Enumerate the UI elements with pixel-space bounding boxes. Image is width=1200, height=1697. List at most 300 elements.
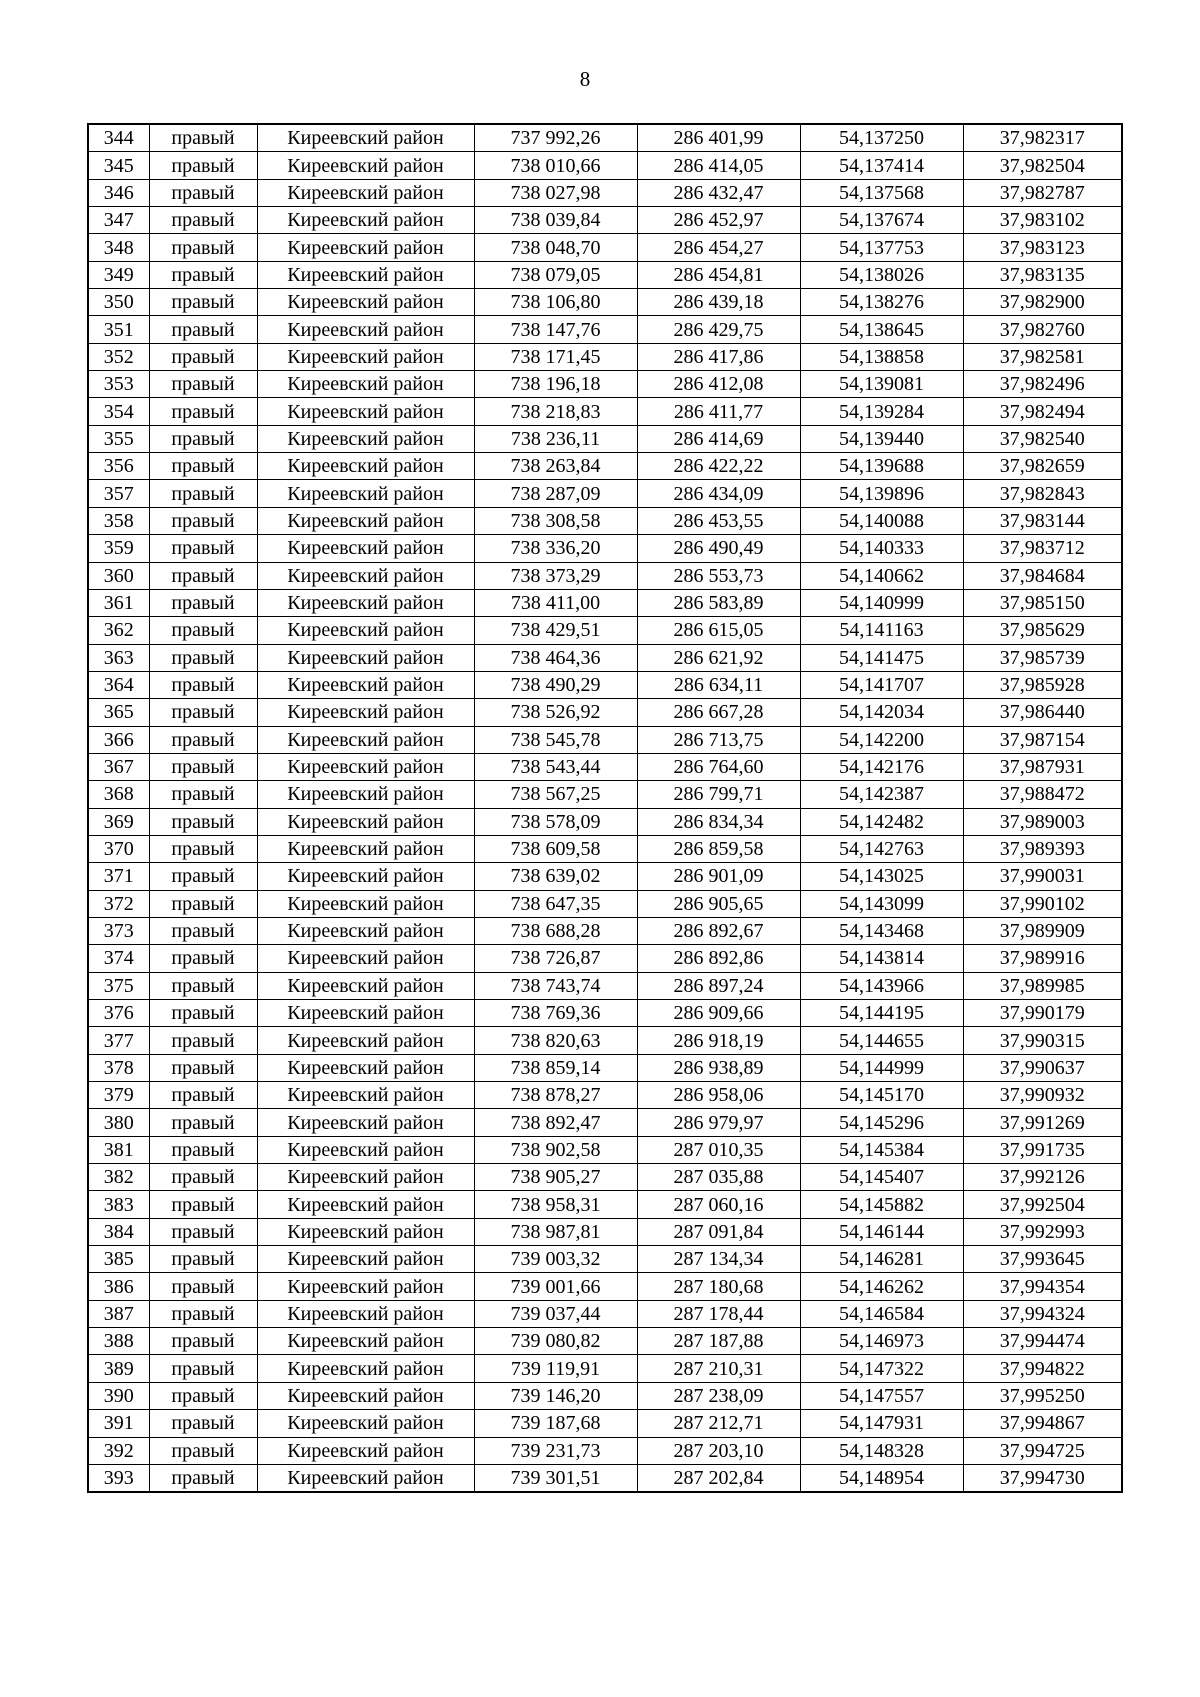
longitude-cell: 37,990179 xyxy=(963,1000,1122,1027)
y-coordinate-cell: 287 091,84 xyxy=(637,1218,800,1245)
bank-side-cell: правый xyxy=(149,425,257,452)
table-row xyxy=(88,371,1122,398)
district-cell: Киреевский район xyxy=(257,1246,474,1273)
longitude-cell: 37,994725 xyxy=(963,1437,1122,1464)
longitude-cell: 37,985928 xyxy=(963,671,1122,698)
latitude-cell: 54,146973 xyxy=(800,1328,963,1355)
district-cell: Киреевский район xyxy=(257,289,474,316)
table-row xyxy=(88,1191,1122,1218)
table-row xyxy=(88,671,1122,698)
latitude-cell: 54,142200 xyxy=(800,726,963,753)
longitude-cell: 37,983135 xyxy=(963,261,1122,288)
latitude-cell: 54,138858 xyxy=(800,343,963,370)
latitude-cell: 54,142482 xyxy=(800,808,963,835)
bank-side-cell: правый xyxy=(149,1109,257,1136)
district-cell: Киреевский район xyxy=(257,343,474,370)
bank-side-cell: правый xyxy=(149,1082,257,1109)
point-number-cell: 353 xyxy=(88,371,149,398)
y-coordinate-cell: 286 439,18 xyxy=(637,289,800,316)
table-row xyxy=(88,808,1122,835)
table-body xyxy=(88,124,1122,1492)
table-row xyxy=(88,1246,1122,1273)
longitude-cell: 37,982504 xyxy=(963,152,1122,179)
point-number-cell: 359 xyxy=(88,535,149,562)
latitude-cell: 54,144195 xyxy=(800,1000,963,1027)
latitude-cell: 54,144655 xyxy=(800,1027,963,1054)
bank-side-cell: правый xyxy=(149,1437,257,1464)
district-cell: Киреевский район xyxy=(257,1273,474,1300)
y-coordinate-cell: 287 212,71 xyxy=(637,1410,800,1437)
x-coordinate-cell: 738 464,36 xyxy=(474,644,637,671)
table-row xyxy=(88,289,1122,316)
x-coordinate-cell: 738 892,47 xyxy=(474,1109,637,1136)
table-row xyxy=(88,535,1122,562)
x-coordinate-cell: 738 218,83 xyxy=(474,398,637,425)
latitude-cell: 54,146144 xyxy=(800,1218,963,1245)
x-coordinate-cell: 738 647,35 xyxy=(474,890,637,917)
table-row xyxy=(88,617,1122,644)
bank-side-cell: правый xyxy=(149,671,257,698)
table-row xyxy=(88,425,1122,452)
bank-side-cell: правый xyxy=(149,1328,257,1355)
x-coordinate-cell: 738 429,51 xyxy=(474,617,637,644)
table-row xyxy=(88,1164,1122,1191)
bank-side-cell: правый xyxy=(149,589,257,616)
district-cell: Киреевский район xyxy=(257,507,474,534)
district-cell: Киреевский район xyxy=(257,207,474,234)
latitude-cell: 54,143468 xyxy=(800,917,963,944)
point-number-cell: 349 xyxy=(88,261,149,288)
y-coordinate-cell: 286 429,75 xyxy=(637,316,800,343)
x-coordinate-cell: 738 263,84 xyxy=(474,453,637,480)
latitude-cell: 54,145296 xyxy=(800,1109,963,1136)
table-row xyxy=(88,917,1122,944)
table-row xyxy=(88,1136,1122,1163)
district-cell: Киреевский район xyxy=(257,835,474,862)
longitude-cell: 37,983123 xyxy=(963,234,1122,261)
bank-side-cell: правый xyxy=(149,371,257,398)
x-coordinate-cell: 739 301,51 xyxy=(474,1464,637,1492)
latitude-cell: 54,145882 xyxy=(800,1191,963,1218)
y-coordinate-cell: 286 417,86 xyxy=(637,343,800,370)
latitude-cell: 54,142387 xyxy=(800,781,963,808)
bank-side-cell: правый xyxy=(149,453,257,480)
x-coordinate-cell: 738 859,14 xyxy=(474,1054,637,1081)
y-coordinate-cell: 286 490,49 xyxy=(637,535,800,562)
latitude-cell: 54,146584 xyxy=(800,1300,963,1327)
longitude-cell: 37,989985 xyxy=(963,972,1122,999)
table-row xyxy=(88,945,1122,972)
district-cell: Киреевский район xyxy=(257,726,474,753)
district-cell: Киреевский район xyxy=(257,589,474,616)
latitude-cell: 54,145170 xyxy=(800,1082,963,1109)
longitude-cell: 37,994867 xyxy=(963,1410,1122,1437)
longitude-cell: 37,982900 xyxy=(963,289,1122,316)
y-coordinate-cell: 287 060,16 xyxy=(637,1191,800,1218)
point-number-cell: 364 xyxy=(88,671,149,698)
table-row xyxy=(88,781,1122,808)
x-coordinate-cell: 738 308,58 xyxy=(474,507,637,534)
bank-side-cell: правый xyxy=(149,124,257,152)
latitude-cell: 54,140999 xyxy=(800,589,963,616)
y-coordinate-cell: 286 422,22 xyxy=(637,453,800,480)
x-coordinate-cell: 737 992,26 xyxy=(474,124,637,152)
y-coordinate-cell: 286 909,66 xyxy=(637,1000,800,1027)
x-coordinate-cell: 738 336,20 xyxy=(474,535,637,562)
district-cell: Киреевский район xyxy=(257,945,474,972)
longitude-cell: 37,991735 xyxy=(963,1136,1122,1163)
bank-side-cell: правый xyxy=(149,781,257,808)
y-coordinate-cell: 286 713,75 xyxy=(637,726,800,753)
x-coordinate-cell: 738 079,05 xyxy=(474,261,637,288)
point-number-cell: 385 xyxy=(88,1246,149,1273)
latitude-cell: 54,144999 xyxy=(800,1054,963,1081)
point-number-cell: 379 xyxy=(88,1082,149,1109)
coordinates-table xyxy=(87,123,1123,1493)
y-coordinate-cell: 287 202,84 xyxy=(637,1464,800,1492)
bank-side-cell: правый xyxy=(149,562,257,589)
x-coordinate-cell: 738 545,78 xyxy=(474,726,637,753)
table-row xyxy=(88,152,1122,179)
y-coordinate-cell: 286 905,65 xyxy=(637,890,800,917)
y-coordinate-cell: 286 634,11 xyxy=(637,671,800,698)
point-number-cell: 381 xyxy=(88,1136,149,1163)
latitude-cell: 54,145384 xyxy=(800,1136,963,1163)
point-number-cell: 347 xyxy=(88,207,149,234)
bank-side-cell: правый xyxy=(149,1191,257,1218)
table-row xyxy=(88,589,1122,616)
point-number-cell: 356 xyxy=(88,453,149,480)
y-coordinate-cell: 286 553,73 xyxy=(637,562,800,589)
point-number-cell: 393 xyxy=(88,1464,149,1492)
y-coordinate-cell: 286 892,86 xyxy=(637,945,800,972)
bank-side-cell: правый xyxy=(149,972,257,999)
district-cell: Киреевский район xyxy=(257,480,474,507)
bank-side-cell: правый xyxy=(149,261,257,288)
point-number-cell: 369 xyxy=(88,808,149,835)
point-number-cell: 352 xyxy=(88,343,149,370)
longitude-cell: 37,984684 xyxy=(963,562,1122,589)
x-coordinate-cell: 738 688,28 xyxy=(474,917,637,944)
x-coordinate-cell: 738 878,27 xyxy=(474,1082,637,1109)
longitude-cell: 37,983712 xyxy=(963,535,1122,562)
table-row xyxy=(88,1027,1122,1054)
point-number-cell: 372 xyxy=(88,890,149,917)
table-row xyxy=(88,1273,1122,1300)
table-row xyxy=(88,1109,1122,1136)
longitude-cell: 37,994730 xyxy=(963,1464,1122,1492)
y-coordinate-cell: 286 412,08 xyxy=(637,371,800,398)
x-coordinate-cell: 738 905,27 xyxy=(474,1164,637,1191)
district-cell: Киреевский район xyxy=(257,152,474,179)
y-coordinate-cell: 286 583,89 xyxy=(637,589,800,616)
y-coordinate-cell: 287 035,88 xyxy=(637,1164,800,1191)
latitude-cell: 54,139440 xyxy=(800,425,963,452)
latitude-cell: 54,145407 xyxy=(800,1164,963,1191)
longitude-cell: 37,982494 xyxy=(963,398,1122,425)
table-row xyxy=(88,972,1122,999)
bank-side-cell: правый xyxy=(149,207,257,234)
district-cell: Киреевский район xyxy=(257,1410,474,1437)
x-coordinate-cell: 738 578,09 xyxy=(474,808,637,835)
district-cell: Киреевский район xyxy=(257,863,474,890)
district-cell: Киреевский район xyxy=(257,1328,474,1355)
x-coordinate-cell: 738 902,58 xyxy=(474,1136,637,1163)
bank-side-cell: правый xyxy=(149,835,257,862)
y-coordinate-cell: 286 799,71 xyxy=(637,781,800,808)
table-row xyxy=(88,124,1122,152)
page-number: 8 xyxy=(579,67,591,91)
x-coordinate-cell: 738 958,31 xyxy=(474,1191,637,1218)
x-coordinate-cell: 738 373,29 xyxy=(474,562,637,589)
latitude-cell: 54,143099 xyxy=(800,890,963,917)
table-row xyxy=(88,1082,1122,1109)
latitude-cell: 54,137250 xyxy=(800,124,963,152)
point-number-cell: 371 xyxy=(88,863,149,890)
table-row xyxy=(88,398,1122,425)
y-coordinate-cell: 286 452,97 xyxy=(637,207,800,234)
point-number-cell: 391 xyxy=(88,1410,149,1437)
point-number-cell: 357 xyxy=(88,480,149,507)
longitude-cell: 37,982540 xyxy=(963,425,1122,452)
table-row xyxy=(88,1464,1122,1492)
point-number-cell: 354 xyxy=(88,398,149,425)
bank-side-cell: правый xyxy=(149,644,257,671)
y-coordinate-cell: 286 938,89 xyxy=(637,1054,800,1081)
latitude-cell: 54,143814 xyxy=(800,945,963,972)
bank-side-cell: правый xyxy=(149,1273,257,1300)
point-number-cell: 382 xyxy=(88,1164,149,1191)
bank-side-cell: правый xyxy=(149,480,257,507)
table-row xyxy=(88,343,1122,370)
longitude-cell: 37,990031 xyxy=(963,863,1122,890)
longitude-cell: 37,982659 xyxy=(963,453,1122,480)
point-number-cell: 390 xyxy=(88,1382,149,1409)
y-coordinate-cell: 286 401,99 xyxy=(637,124,800,152)
x-coordinate-cell: 739 119,91 xyxy=(474,1355,637,1382)
point-number-cell: 380 xyxy=(88,1109,149,1136)
x-coordinate-cell: 738 639,02 xyxy=(474,863,637,890)
bank-side-cell: правый xyxy=(149,890,257,917)
point-number-cell: 366 xyxy=(88,726,149,753)
point-number-cell: 368 xyxy=(88,781,149,808)
point-number-cell: 377 xyxy=(88,1027,149,1054)
table-row xyxy=(88,179,1122,206)
longitude-cell: 37,993645 xyxy=(963,1246,1122,1273)
latitude-cell: 54,139284 xyxy=(800,398,963,425)
table-row xyxy=(88,835,1122,862)
x-coordinate-cell: 738 609,58 xyxy=(474,835,637,862)
district-cell: Киреевский район xyxy=(257,261,474,288)
coordinates-table-container xyxy=(87,123,1123,1493)
point-number-cell: 362 xyxy=(88,617,149,644)
latitude-cell: 54,140333 xyxy=(800,535,963,562)
district-cell: Киреевский район xyxy=(257,1300,474,1327)
y-coordinate-cell: 286 434,09 xyxy=(637,480,800,507)
x-coordinate-cell: 738 411,00 xyxy=(474,589,637,616)
bank-side-cell: правый xyxy=(149,152,257,179)
x-coordinate-cell: 738 526,92 xyxy=(474,699,637,726)
longitude-cell: 37,989003 xyxy=(963,808,1122,835)
y-coordinate-cell: 286 454,81 xyxy=(637,261,800,288)
latitude-cell: 54,140662 xyxy=(800,562,963,589)
table-row xyxy=(88,1328,1122,1355)
point-number-cell: 344 xyxy=(88,124,149,152)
district-cell: Киреевский район xyxy=(257,316,474,343)
latitude-cell: 54,142763 xyxy=(800,835,963,862)
longitude-cell: 37,989909 xyxy=(963,917,1122,944)
latitude-cell: 54,142176 xyxy=(800,753,963,780)
bank-side-cell: правый xyxy=(149,1300,257,1327)
y-coordinate-cell: 286 897,24 xyxy=(637,972,800,999)
bank-side-cell: правый xyxy=(149,289,257,316)
longitude-cell: 37,989393 xyxy=(963,835,1122,862)
point-number-cell: 358 xyxy=(88,507,149,534)
table-row xyxy=(88,562,1122,589)
x-coordinate-cell: 738 171,45 xyxy=(474,343,637,370)
district-cell: Киреевский район xyxy=(257,371,474,398)
bank-side-cell: правый xyxy=(149,1218,257,1245)
longitude-cell: 37,990102 xyxy=(963,890,1122,917)
district-cell: Киреевский район xyxy=(257,699,474,726)
y-coordinate-cell: 286 454,27 xyxy=(637,234,800,261)
longitude-cell: 37,994822 xyxy=(963,1355,1122,1382)
x-coordinate-cell: 739 003,32 xyxy=(474,1246,637,1273)
longitude-cell: 37,986440 xyxy=(963,699,1122,726)
table-row xyxy=(88,644,1122,671)
point-number-cell: 386 xyxy=(88,1273,149,1300)
point-number-cell: 375 xyxy=(88,972,149,999)
table-row xyxy=(88,207,1122,234)
y-coordinate-cell: 286 414,69 xyxy=(637,425,800,452)
bank-side-cell: правый xyxy=(149,1164,257,1191)
y-coordinate-cell: 286 615,05 xyxy=(637,617,800,644)
longitude-cell: 37,985629 xyxy=(963,617,1122,644)
point-number-cell: 376 xyxy=(88,1000,149,1027)
latitude-cell: 54,147557 xyxy=(800,1382,963,1409)
district-cell: Киреевский район xyxy=(257,644,474,671)
longitude-cell: 37,987931 xyxy=(963,753,1122,780)
district-cell: Киреевский район xyxy=(257,1437,474,1464)
bank-side-cell: правый xyxy=(149,726,257,753)
point-number-cell: 361 xyxy=(88,589,149,616)
longitude-cell: 37,982496 xyxy=(963,371,1122,398)
bank-side-cell: правый xyxy=(149,699,257,726)
table-row xyxy=(88,1382,1122,1409)
district-cell: Киреевский район xyxy=(257,535,474,562)
district-cell: Киреевский район xyxy=(257,453,474,480)
y-coordinate-cell: 286 834,34 xyxy=(637,808,800,835)
district-cell: Киреевский район xyxy=(257,1218,474,1245)
bank-side-cell: правый xyxy=(149,1027,257,1054)
bank-side-cell: правый xyxy=(149,1054,257,1081)
table-row xyxy=(88,480,1122,507)
district-cell: Киреевский район xyxy=(257,1191,474,1218)
y-coordinate-cell: 287 203,10 xyxy=(637,1437,800,1464)
district-cell: Киреевский район xyxy=(257,671,474,698)
point-number-cell: 388 xyxy=(88,1328,149,1355)
latitude-cell: 54,137568 xyxy=(800,179,963,206)
longitude-cell: 37,982787 xyxy=(963,179,1122,206)
district-cell: Киреевский район xyxy=(257,1164,474,1191)
longitude-cell: 37,989916 xyxy=(963,945,1122,972)
table-row xyxy=(88,1000,1122,1027)
x-coordinate-cell: 739 080,82 xyxy=(474,1328,637,1355)
latitude-cell: 54,141475 xyxy=(800,644,963,671)
district-cell: Киреевский район xyxy=(257,972,474,999)
district-cell: Киреевский район xyxy=(257,1136,474,1163)
district-cell: Киреевский район xyxy=(257,234,474,261)
y-coordinate-cell: 286 764,60 xyxy=(637,753,800,780)
point-number-cell: 348 xyxy=(88,234,149,261)
bank-side-cell: правый xyxy=(149,1136,257,1163)
table-row xyxy=(88,453,1122,480)
point-number-cell: 367 xyxy=(88,753,149,780)
bank-side-cell: правый xyxy=(149,1464,257,1492)
latitude-cell: 54,139896 xyxy=(800,480,963,507)
latitude-cell: 54,138276 xyxy=(800,289,963,316)
point-number-cell: 355 xyxy=(88,425,149,452)
x-coordinate-cell: 739 231,73 xyxy=(474,1437,637,1464)
bank-side-cell: правый xyxy=(149,1000,257,1027)
x-coordinate-cell: 738 769,36 xyxy=(474,1000,637,1027)
point-number-cell: 387 xyxy=(88,1300,149,1327)
longitude-cell: 37,983102 xyxy=(963,207,1122,234)
latitude-cell: 54,138026 xyxy=(800,261,963,288)
bank-side-cell: правый xyxy=(149,343,257,370)
y-coordinate-cell: 286 859,58 xyxy=(637,835,800,862)
point-number-cell: 383 xyxy=(88,1191,149,1218)
x-coordinate-cell: 738 567,25 xyxy=(474,781,637,808)
table-row xyxy=(88,753,1122,780)
latitude-cell: 54,142034 xyxy=(800,699,963,726)
y-coordinate-cell: 286 958,06 xyxy=(637,1082,800,1109)
latitude-cell: 54,137753 xyxy=(800,234,963,261)
y-coordinate-cell: 287 187,88 xyxy=(637,1328,800,1355)
longitude-cell: 37,994354 xyxy=(963,1273,1122,1300)
district-cell: Киреевский район xyxy=(257,398,474,425)
x-coordinate-cell: 738 543,44 xyxy=(474,753,637,780)
point-number-cell: 384 xyxy=(88,1218,149,1245)
bank-side-cell: правый xyxy=(149,617,257,644)
longitude-cell: 37,990637 xyxy=(963,1054,1122,1081)
district-cell: Киреевский район xyxy=(257,753,474,780)
latitude-cell: 54,139688 xyxy=(800,453,963,480)
y-coordinate-cell: 286 901,09 xyxy=(637,863,800,890)
longitude-cell: 37,987154 xyxy=(963,726,1122,753)
latitude-cell: 54,141163 xyxy=(800,617,963,644)
table-row xyxy=(88,699,1122,726)
x-coordinate-cell: 738 027,98 xyxy=(474,179,637,206)
x-coordinate-cell: 738 236,11 xyxy=(474,425,637,452)
x-coordinate-cell: 738 010,66 xyxy=(474,152,637,179)
longitude-cell: 37,985739 xyxy=(963,644,1122,671)
latitude-cell: 54,143025 xyxy=(800,863,963,890)
y-coordinate-cell: 287 178,44 xyxy=(637,1300,800,1327)
district-cell: Киреевский район xyxy=(257,1382,474,1409)
district-cell: Киреевский район xyxy=(257,1027,474,1054)
x-coordinate-cell: 739 001,66 xyxy=(474,1273,637,1300)
x-coordinate-cell: 738 490,29 xyxy=(474,671,637,698)
x-coordinate-cell: 739 187,68 xyxy=(474,1410,637,1437)
longitude-cell: 37,994324 xyxy=(963,1300,1122,1327)
longitude-cell: 37,995250 xyxy=(963,1382,1122,1409)
table-row xyxy=(88,1054,1122,1081)
x-coordinate-cell: 738 106,80 xyxy=(474,289,637,316)
bank-side-cell: правый xyxy=(149,179,257,206)
y-coordinate-cell: 286 414,05 xyxy=(637,152,800,179)
bank-side-cell: правый xyxy=(149,398,257,425)
